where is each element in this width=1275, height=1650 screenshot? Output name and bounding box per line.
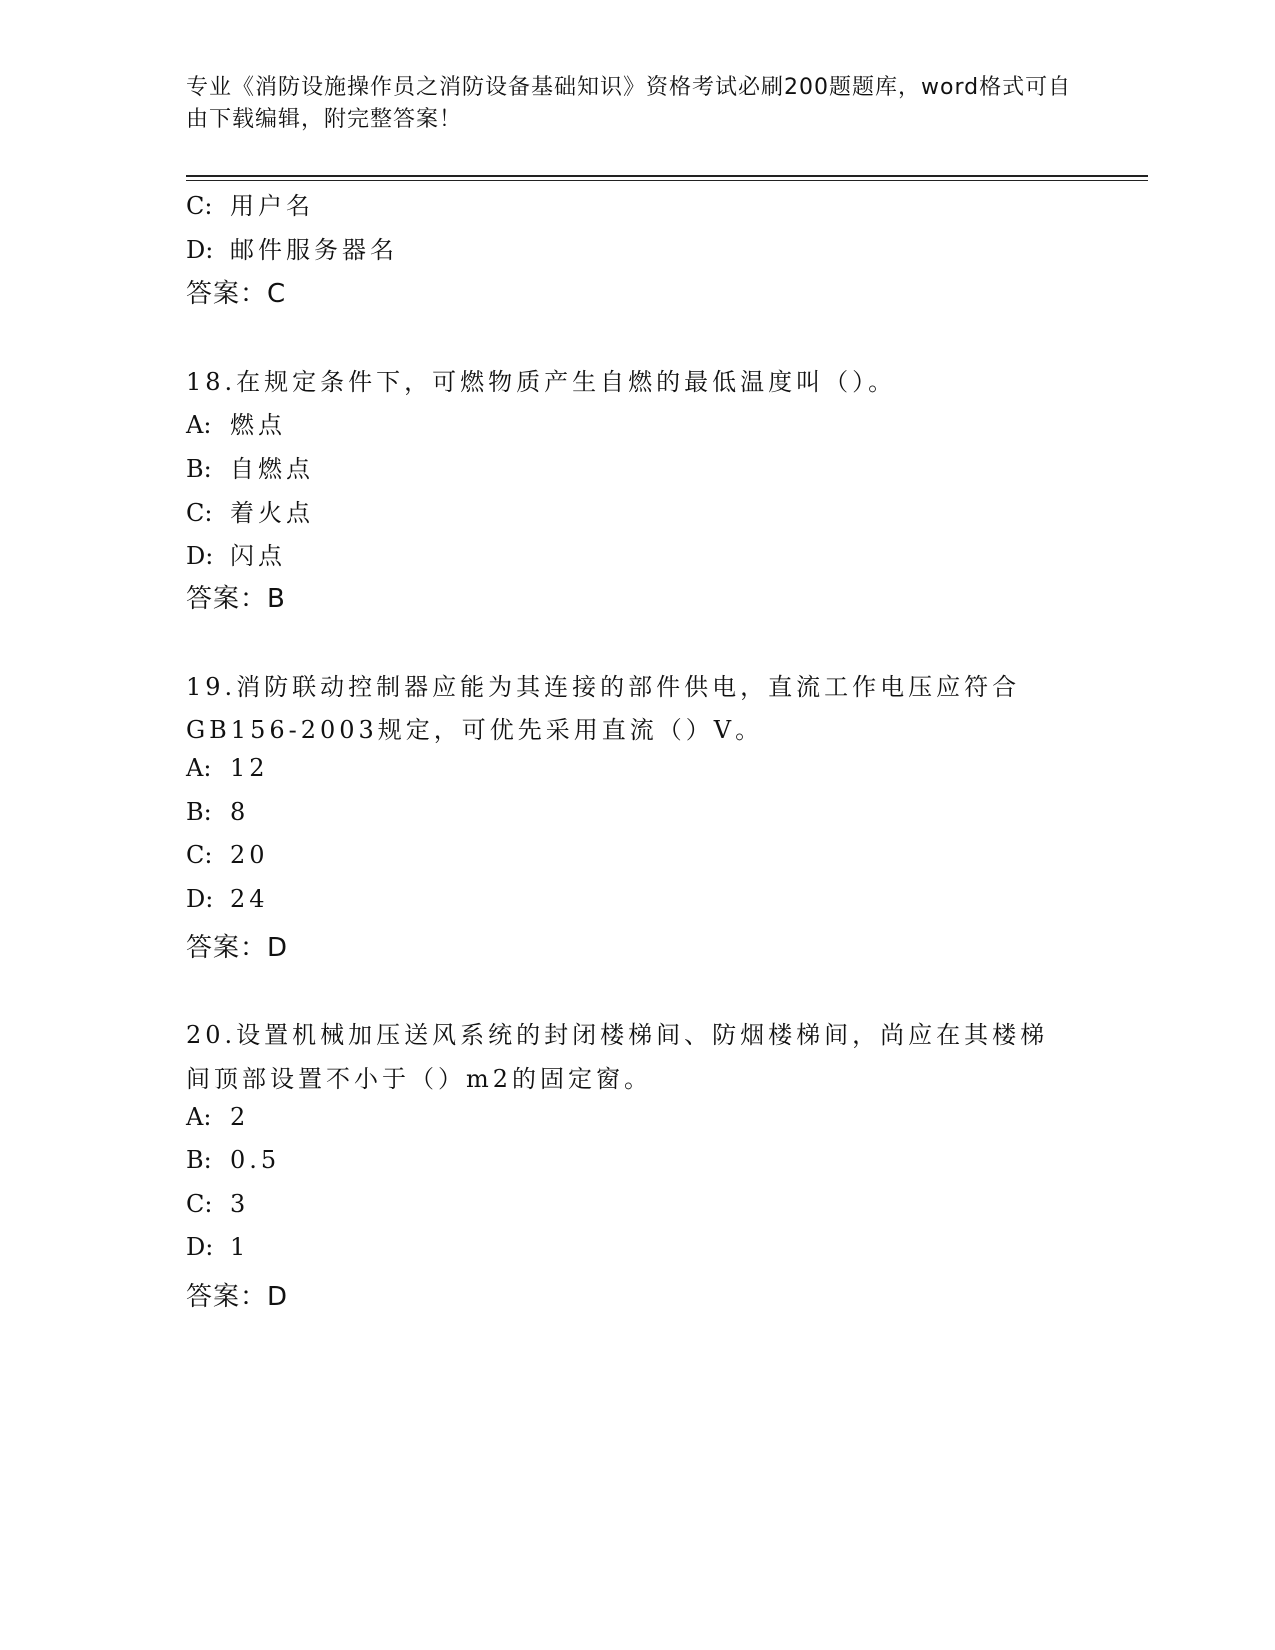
answer-line: 答案：D <box>186 1282 289 1312</box>
option-label: C: <box>186 841 213 869</box>
option-label: B: <box>186 798 212 826</box>
option-line <box>186 405 286 440</box>
option-text: 12 <box>230 754 269 782</box>
option-text: 0.5 <box>230 1146 281 1174</box>
option-label: A: <box>186 411 212 439</box>
option-label: D: <box>186 236 214 264</box>
option-line <box>186 1233 249 1261</box>
option-line <box>186 493 314 528</box>
question-stem: GB156-2003规定，可优先采用直流（）V。 <box>186 716 764 744</box>
option-label: D: <box>186 885 214 913</box>
question-stem: 20.设置机械加压送风系统的封闭楼梯间、防烟楼梯间，尚应在其楼梯 <box>186 1021 1049 1049</box>
question-stem: 间顶部设置不小于（）m2的固定窗。 <box>186 1065 653 1093</box>
answer-line: 答案：C <box>186 279 287 309</box>
option-text: 邮件服务器名 <box>230 236 398 264</box>
option-label: C: <box>186 499 213 527</box>
option-line <box>186 1103 249 1131</box>
option-line <box>186 885 269 913</box>
option-label: A: <box>186 754 212 782</box>
option-text: 用户名 <box>230 192 314 220</box>
answer-line: 答案：D <box>186 933 289 963</box>
option-text: 3 <box>230 1190 250 1218</box>
option-label: D: <box>186 542 214 570</box>
option-label: A: <box>186 1103 212 1131</box>
option-label: C: <box>186 192 213 220</box>
option-text: 24 <box>230 885 269 913</box>
option-text: 着火点 <box>230 499 314 527</box>
option-text: 闪点 <box>230 542 286 570</box>
option-text: 1 <box>230 1233 250 1261</box>
option-label: D: <box>186 1233 214 1261</box>
option-line <box>186 798 249 826</box>
option-line <box>186 754 269 782</box>
option-text: 20 <box>230 841 269 869</box>
option-label: C: <box>186 1190 213 1218</box>
answer-line: 答案：B <box>186 584 286 614</box>
option-line <box>186 536 286 571</box>
option-line <box>186 1146 280 1174</box>
option-line <box>186 449 314 484</box>
option-text: 2 <box>230 1103 250 1131</box>
document-header: 专业《消防设施操作员之消防设备基础知识》资格考试必刷200题题库，word格式可自由下载编辑，附完整答案！ <box>186 75 1072 132</box>
question-stem: 18.在规定条件下，可燃物质产生自燃的最低温度叫（）。 <box>186 368 897 396</box>
option-text: 自燃点 <box>230 455 314 483</box>
option-label: B: <box>186 1146 212 1174</box>
option-line <box>186 841 269 869</box>
option-line <box>186 186 314 221</box>
option-text: 8 <box>230 798 250 826</box>
option-line <box>186 1190 249 1218</box>
question-stem: 19.消防联动控制器应能为其连接的部件供电，直流工作电压应符合 <box>186 673 1021 701</box>
option-text: 燃点 <box>230 411 286 439</box>
option-line <box>186 230 398 265</box>
option-label: B: <box>186 455 212 483</box>
header-rule-thin <box>186 180 1148 181</box>
header-rule-thick <box>186 175 1148 177</box>
